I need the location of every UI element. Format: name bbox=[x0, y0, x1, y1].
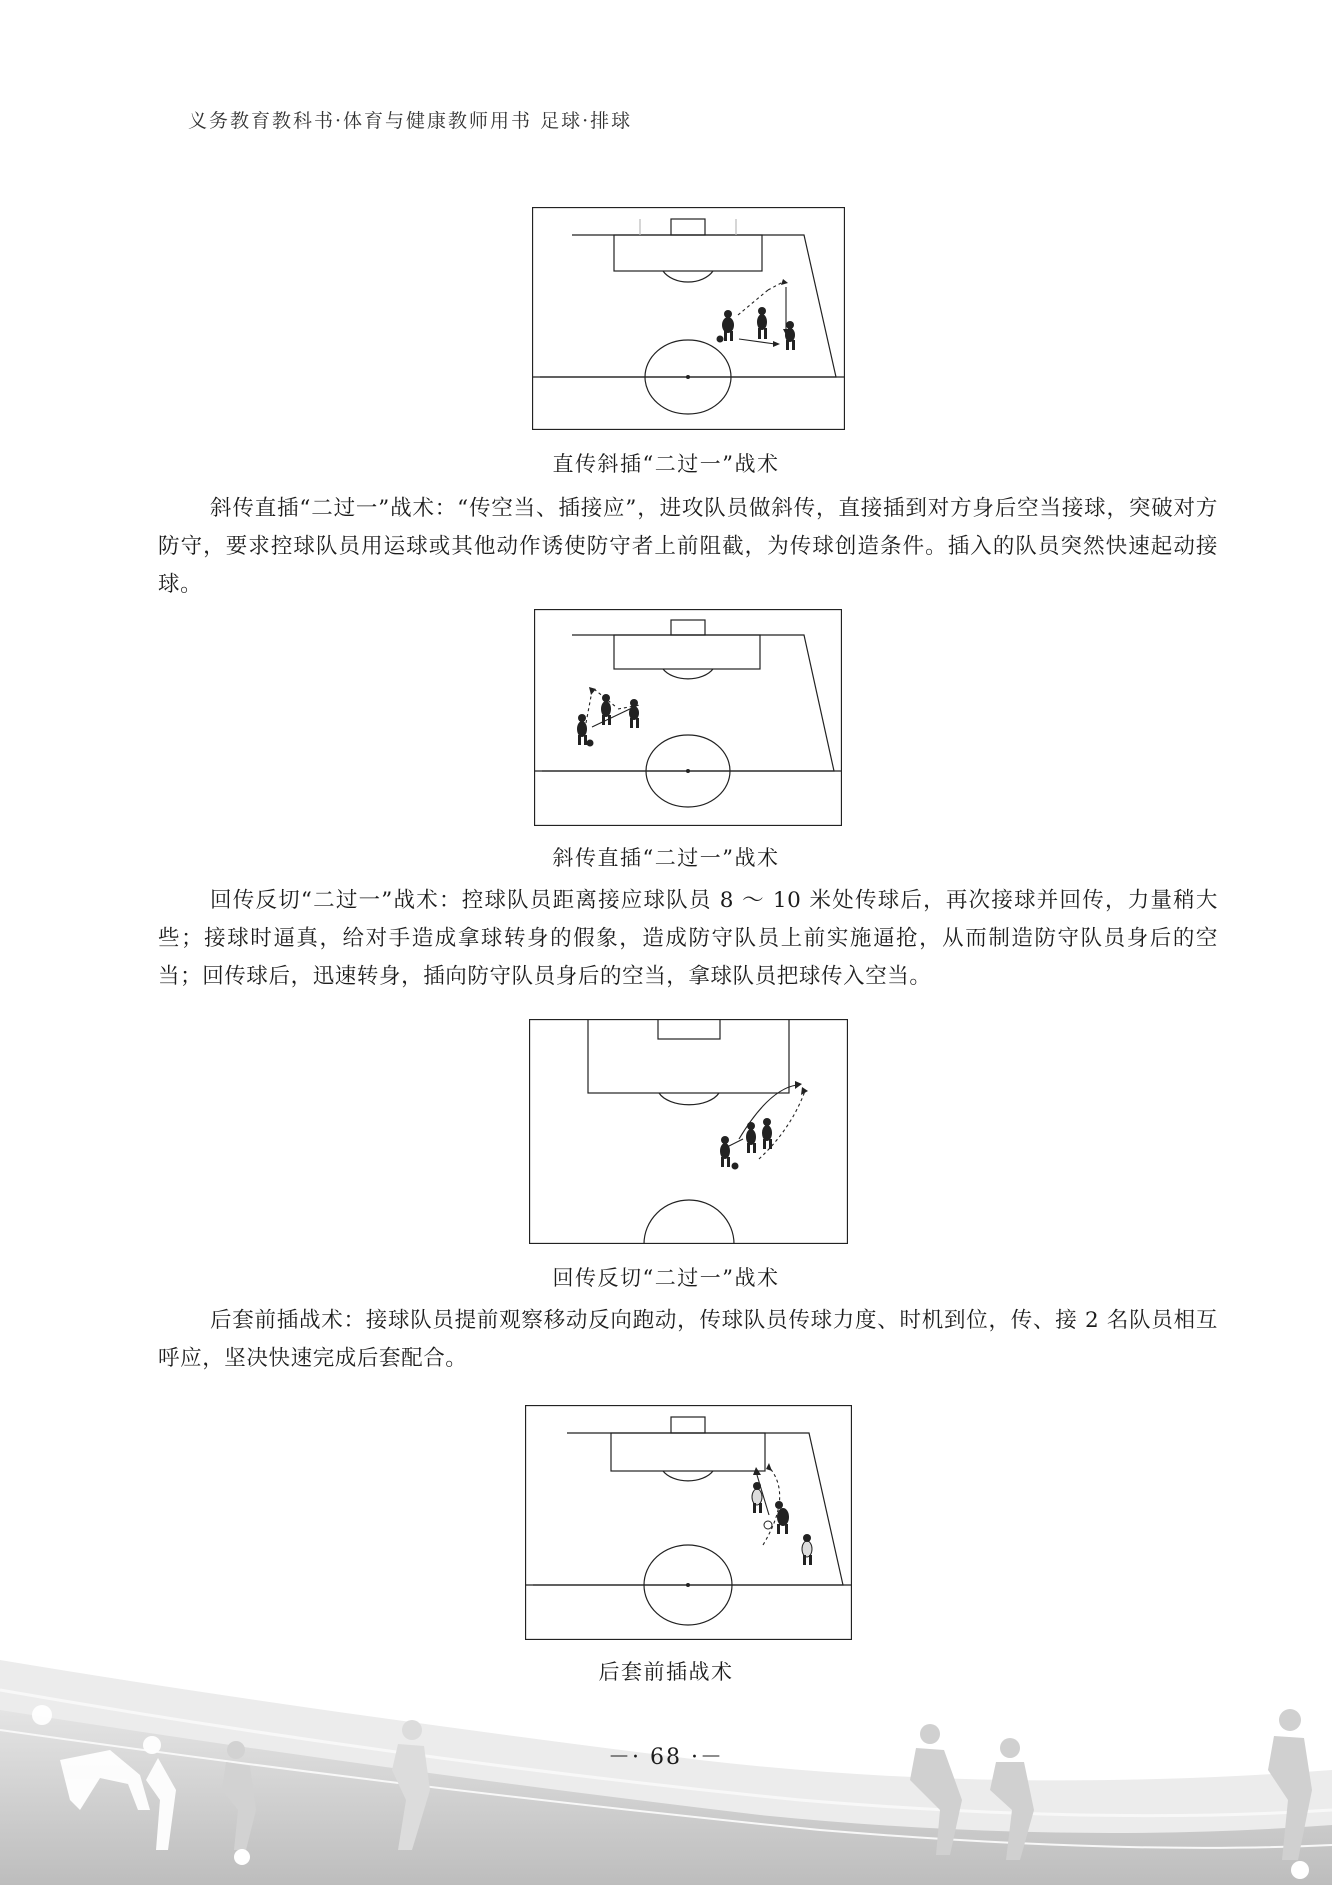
paragraph-3: 后套前插战术：接球队员提前观察移动反向跑动，传球队员传球力度、时机到位，传、接 2 名队员相互呼应，坚决快速完成后套配合。 bbox=[158, 1308, 1218, 1371]
paragraph-2: 回传反切“二过一”战术：控球队员距离接应球队员 8 ～ 10 米处传球后，再次接球并回传，力量稍大些；接球时逼真，给对手造成拿球转身的假象，造成防守队员上前实施逼抢，从而制造防守队员身后的空当；回传球后，迅速转身，插向防守队员身后的空当，拿球队员把球传入空当。 bbox=[158, 888, 1218, 989]
figure-4-pitch-diagram bbox=[525, 1405, 852, 1640]
figure-3-caption: 回传反切“二过一”战术 bbox=[552, 1266, 780, 1290]
paragraph-1: 斜传直插“二过一”战术：“传空当、插接应”，进攻队员做斜传，直接插到对方身后空当接球，突破对方防守，要求控球队员用运球或其他动作诱使防守者上前阻截，为传球创造条件。插入的队员突然快速起动接球。 bbox=[158, 496, 1218, 597]
figure-3-pitch-diagram bbox=[529, 1019, 848, 1244]
page-number: －· 68 ·－ bbox=[608, 1745, 724, 1770]
figure-1-caption: 直传斜插“二过一”战术 bbox=[552, 452, 780, 476]
figure-2-caption: 斜传直插“二过一”战术 bbox=[552, 846, 780, 870]
figure-4-caption: 后套前插战术 bbox=[598, 1660, 734, 1684]
figure-1-pitch-diagram bbox=[532, 207, 845, 430]
figure-2-pitch-diagram bbox=[534, 609, 842, 826]
running-header: 义务教育教科书·体育与健康教师用书 足球·排球 bbox=[188, 110, 633, 132]
